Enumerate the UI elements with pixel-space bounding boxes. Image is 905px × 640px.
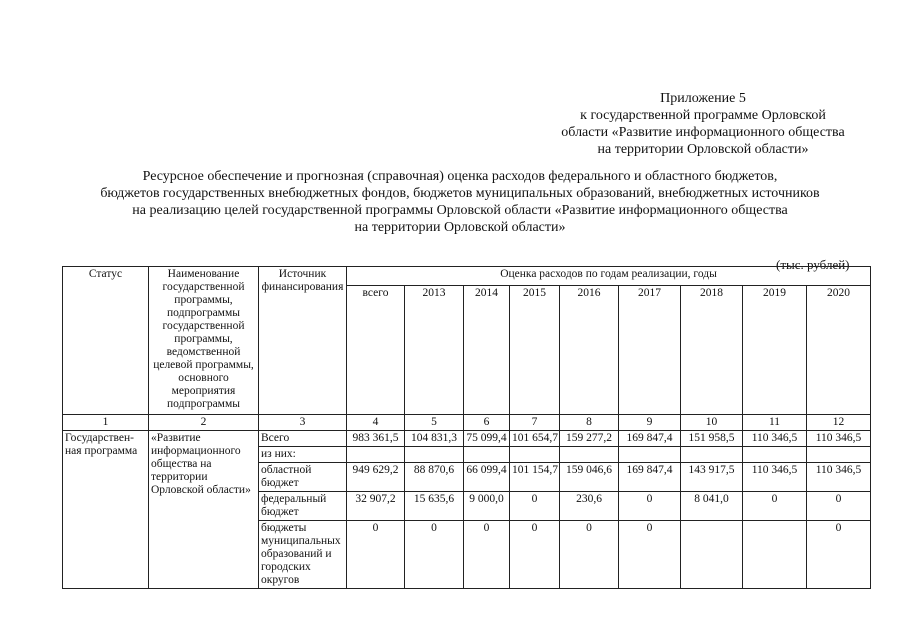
- heading-line: на реализацию целей государственной программы Орловской области «Развитие информационного общества: [132, 203, 788, 218]
- appendix-line: области «Развитие информационного общества: [561, 125, 845, 140]
- value-cell: 169 847,4: [619, 431, 681, 447]
- appendix-header: [548, 90, 858, 158]
- index-cell: 3: [259, 415, 347, 431]
- header-source: Источник финансирования: [259, 267, 347, 415]
- value-cell: 0: [560, 521, 619, 589]
- header-year: 2013: [405, 286, 464, 415]
- value-cell: [743, 521, 807, 589]
- value-cell: [560, 447, 619, 463]
- value-cell: 101 154,7: [510, 463, 560, 492]
- value-cell: 110 346,5: [807, 463, 871, 492]
- index-cell: 5: [405, 415, 464, 431]
- value-cell: 32 907,2: [347, 492, 405, 521]
- value-cell: 0: [405, 521, 464, 589]
- value-cell: 0: [619, 521, 681, 589]
- value-cell: 983 361,5: [347, 431, 405, 447]
- value-cell: 151 958,5: [681, 431, 743, 447]
- value-cell: 0: [510, 521, 560, 589]
- value-cell: 101 654,7: [510, 431, 560, 447]
- index-cell: 8: [560, 415, 619, 431]
- header-year: 2018: [681, 286, 743, 415]
- value-cell: [405, 447, 464, 463]
- header-status: Статус: [63, 267, 149, 415]
- source-cell: федеральный бюджет: [259, 492, 347, 521]
- value-cell: [347, 447, 405, 463]
- index-cell: 12: [807, 415, 871, 431]
- value-cell: 0: [347, 521, 405, 589]
- header-year: всего: [347, 286, 405, 415]
- budget-table: [62, 266, 871, 589]
- index-row: [63, 415, 871, 431]
- index-cell: 2: [149, 415, 259, 431]
- value-cell: 0: [510, 492, 560, 521]
- value-cell: 110 346,5: [743, 431, 807, 447]
- value-cell: 9 000,0: [464, 492, 510, 521]
- index-cell: 7: [510, 415, 560, 431]
- appendix-line: на территории Орловской области»: [597, 142, 809, 157]
- value-cell: 949 629,2: [347, 463, 405, 492]
- heading-line: на территории Орловской области»: [354, 220, 566, 235]
- value-cell: 110 346,5: [743, 463, 807, 492]
- units-label: (тыс. рублей): [776, 257, 850, 272]
- index-cell: 6: [464, 415, 510, 431]
- document-heading: [55, 168, 865, 236]
- value-cell: [743, 447, 807, 463]
- value-cell: 0: [619, 492, 681, 521]
- header-year: 2014: [464, 286, 510, 415]
- value-cell: 15 635,6: [405, 492, 464, 521]
- appendix-line: к государственной программе Орловской: [580, 108, 826, 123]
- header-year: 2017: [619, 286, 681, 415]
- header-year: 2019: [743, 286, 807, 415]
- program-name-cell: «Развитие информационного общества на территории Орловской области»: [149, 431, 259, 589]
- value-cell: 159 277,2: [560, 431, 619, 447]
- table-row: [63, 431, 871, 447]
- index-cell: 10: [681, 415, 743, 431]
- appendix-title: Приложение 5: [660, 91, 746, 106]
- value-cell: [619, 447, 681, 463]
- index-cell: 9: [619, 415, 681, 431]
- value-cell: 110 346,5: [807, 431, 871, 447]
- header-year: 2016: [560, 286, 619, 415]
- value-cell: 75 099,4: [464, 431, 510, 447]
- index-cell: 11: [743, 415, 807, 431]
- header-name: Наименование государственной программы, подпрограммы государственной программы, ведомственной целевой программы, основного мероприятия подпрограммы: [149, 267, 259, 415]
- value-cell: 0: [807, 492, 871, 521]
- heading-line: бюджетов государственных внебюджетных фондов, бюджетов муниципальных образований, внебюджетных источников: [100, 186, 820, 201]
- value-cell: 66 099,4: [464, 463, 510, 492]
- header-year: 2015: [510, 286, 560, 415]
- header-estimate: Оценка расходов по годам реализации, годы: [347, 267, 871, 286]
- value-cell: 104 831,3: [405, 431, 464, 447]
- source-cell: из них:: [259, 447, 347, 463]
- value-cell: [681, 521, 743, 589]
- status-cell: Государствен-ная программа: [63, 431, 149, 589]
- heading-line: Ресурсное обеспечение и прогнозная (справочная) оценка расходов федерального и областного бюджетов,: [142, 169, 778, 184]
- value-cell: [807, 447, 871, 463]
- header-row: [63, 267, 871, 286]
- header-year: 2020: [807, 286, 871, 415]
- value-cell: 88 870,6: [405, 463, 464, 492]
- value-cell: 169 847,4: [619, 463, 681, 492]
- value-cell: 143 917,5: [681, 463, 743, 492]
- value-cell: 159 046,6: [560, 463, 619, 492]
- source-cell: бюджеты муниципальных образований и городских округов: [259, 521, 347, 589]
- value-cell: [681, 447, 743, 463]
- value-cell: 8 041,0: [681, 492, 743, 521]
- value-cell: [464, 447, 510, 463]
- value-cell: 0: [464, 521, 510, 589]
- value-cell: [510, 447, 560, 463]
- source-cell: областной бюджет: [259, 463, 347, 492]
- index-cell: 4: [347, 415, 405, 431]
- value-cell: 230,6: [560, 492, 619, 521]
- index-cell: 1: [63, 415, 149, 431]
- value-cell: 0: [807, 521, 871, 589]
- value-cell: 0: [743, 492, 807, 521]
- source-cell: Всего: [259, 431, 347, 447]
